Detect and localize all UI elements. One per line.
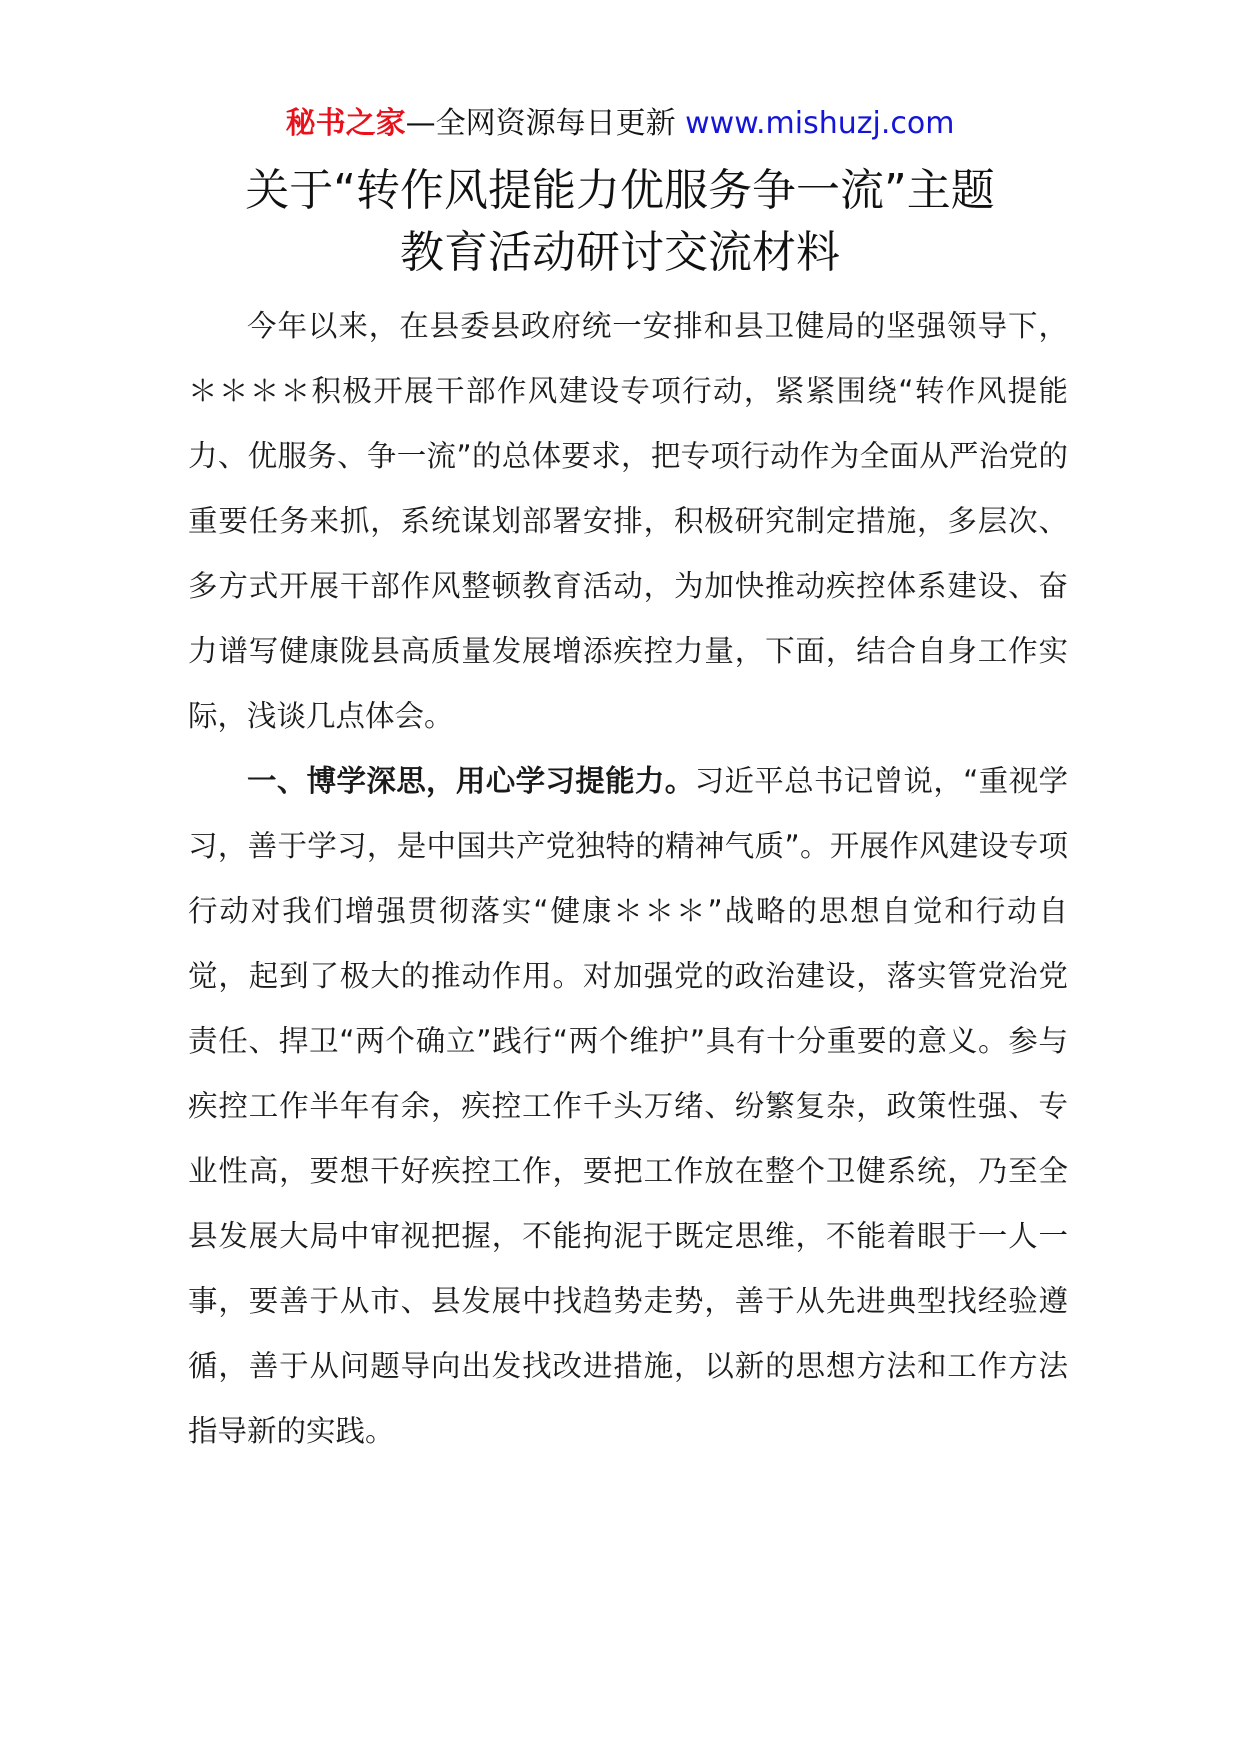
section-1-paragraph: [188, 749, 1068, 1464]
site-url-link[interactable]: www.mishuzj.com: [685, 106, 955, 141]
site-tagline: —全网资源每日更新: [405, 106, 686, 141]
section-1-heading: 一、博学深思，用心学习提能力。: [247, 764, 695, 798]
title-line-2: 教育活动研讨交流材料: [400, 227, 840, 278]
section-1-body: 习近平总书记曾说，“重视学习，善于学习，是中国共产党独特的精神气质”。开展作风建设专项行动对我们增强贯彻落实“健康＊＊＊”战略的思想自觉和行动自觉，起到了极大的推动作用。对加强党的政治建设，落实管党治党责任、捍卫“两个确立”践行“两个维护”具有十分重要的意义。参与疾控工作半年有余，疾控工作千头万绪、纷繁复杂，政策性强、专业性高，要想干好疾控工作，要把工作放在整个卫健系统，乃至全县发展大局中审视把握，不能拘泥于既定思维，不能着眼于一人一事，要善于从市、县发展中找趋势走势，善于从先进典型找经验遵循，善于从问题导向出发找改进措施，以新的思想方法和工作方法指导新的实践。: [188, 764, 1068, 1448]
title-line-1: 关于“转作风提能力优服务争一流”主题: [245, 165, 995, 216]
document-title: [120, 160, 1120, 284]
brand-name: 秘书之家: [285, 106, 406, 141]
intro-paragraph: 今年以来，在县委县政府统一安排和县卫健局的坚强领导下，＊＊＊＊积极开展干部作风建设专项行动，紧紧围绕“转作风提能力、优服务、争一流”的总体要求，把专项行动作为全面从严治党的重要任务来抓，系统谋划部署安排，积极研究制定措施，多层次、多方式开展干部作风整顿教育活动，为加快推动疾控体系建设、奋力谱写健康陇县高质量发展增添疾控力量，下面，结合自身工作实际，浅谈几点体会。: [188, 309, 1068, 733]
site-header: [0, 102, 1240, 146]
document-body: [188, 294, 1068, 1464]
